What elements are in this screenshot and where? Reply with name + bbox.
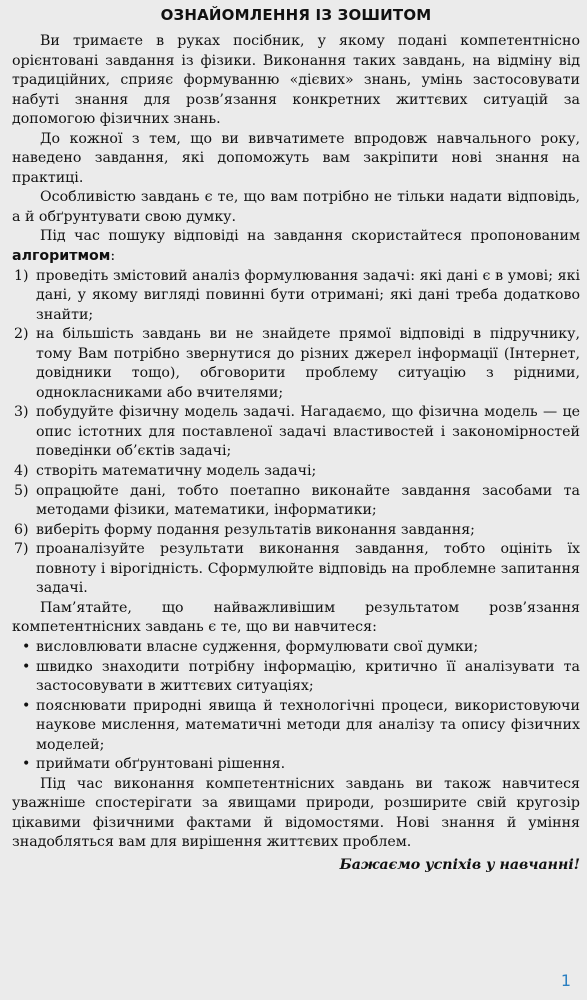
skill-text: швидко знаходити потрібну інформацію, критично її аналізувати та застосовувати в життєвих ситуаціях; [36, 658, 580, 695]
step-text: проведіть змістовий аналіз формулювання задачі: які дані є в умові; які дані, у якому вигляді повинні бути отримані; які дані треба додатково знайти; [36, 267, 580, 323]
intro-paragraph-2: До кожної з тем, що ви вивчатимете впродовж навчального року, наведено завдання, які допоможуть вам закріпити нові знання на практиці. [12, 130, 580, 186]
remember-paragraph: Пам’ятайте, що найважливішим результатом розв’язання компетентнісних завдань є те, що ви навчитеся: [12, 599, 580, 636]
step-text: виберіть форму подання результатів виконання завдання; [36, 521, 475, 538]
step-text: проаналізуйте результати виконання завдання, тобто оцініть їх повноту і вірогідність. Сформулюйте відповідь на проблемне запитання задачі. [36, 541, 580, 597]
step-number: 6) [14, 521, 29, 538]
algorithm-step [12, 521, 580, 541]
algorithm-intro [12, 227, 580, 266]
body-text [12, 32, 580, 853]
bullet-icon: • [22, 697, 31, 714]
algorithm-steps [12, 267, 580, 599]
skills-list-item [12, 638, 580, 658]
step-text: опрацюйте дані, тобто поетапно виконайте завдання засобами та методами фізики, математики, інформатики; [36, 482, 580, 519]
step-text: побудуйте фізичну модель задачі. Нагадаємо, що фізична модель — це опис істотних для поставленої задачі властивостей і закономірностей поведінки об’єктів задачі; [36, 404, 580, 460]
bullet-icon: • [22, 638, 31, 655]
page-content [12, 6, 580, 873]
skills-list-item [12, 658, 580, 697]
step-number: 3) [14, 404, 29, 421]
step-text: на більшість завдань ви не знайдете прямої відповіді в підручнику, тому Вам потрібно звернутися до різних джерел інформації (Інтернет, довідники тощо), обговорити проблему ситуацію з рідними, однокласниками або вчителями; [36, 326, 580, 401]
skills-list-item [12, 697, 580, 756]
skill-text: пояснювати природні явища й технологічні процеси, використовуючи наукове мислення, математичні методи для аналізу та опису фізичних моделей; [36, 697, 580, 753]
algorithm-step [12, 462, 580, 482]
step-number: 1) [14, 267, 29, 284]
page-title: ОЗНАЙОМЛЕННЯ ІЗ ЗОШИТОМ [160, 6, 432, 24]
algorithm-intro-text: Під час пошуку відповіді на завдання скористайтеся пропонованим [40, 228, 580, 245]
algorithm-step [12, 325, 580, 403]
step-number: 5) [14, 482, 29, 499]
algorithm-step [12, 267, 580, 326]
closing-wish: Бажаємо успіхів у навчанні! [339, 856, 580, 873]
page-number: 1 [560, 971, 571, 990]
skills-list-item [12, 755, 580, 775]
algorithm-step [12, 540, 580, 599]
skill-text: приймати обґрунтовані рішення. [36, 756, 286, 773]
step-number: 4) [14, 463, 29, 480]
step-text: створіть математичну модель задачі; [36, 463, 317, 480]
step-number: 7) [14, 541, 29, 558]
algorithm-step [12, 482, 580, 521]
intro-paragraph-3: Особливістю завдань є те, що вам потрібно не тільки надати відповідь, а й обґрунтувати свою думку. [12, 189, 580, 225]
algorithm-step [12, 403, 580, 462]
intro-paragraph-1: Ви тримаєте в руках посібник, у якому подані компетентнісно орієнтовані завдання із фізики. Виконання таких завдань, на відміну від традиційних, сприяє формуванню «дієвих» знань, умінь застосовувати набуті знання для розв’язання конкретних життєвих ситуацій за допомогою фізичних знань. [12, 33, 580, 128]
skills-list [12, 638, 580, 775]
final-paragraph: Під час виконання компетентнісних завдань ви також навчитеся уважніше спостерігати за явищами природи, розширите свій кругозір цікавими фізичними фактами й відомостями. Нові знання й уміння знадобляться вам для вирішення життєвих проблем. [12, 775, 580, 851]
bullet-icon: • [22, 756, 31, 773]
bullet-icon: • [22, 658, 31, 675]
step-number: 2) [14, 326, 29, 343]
algorithm-term: алгоритмом [12, 248, 111, 265]
skill-text: висловлювати власне судження, формулювати свої думки; [36, 638, 479, 655]
algorithm-intro-colon: : [110, 248, 116, 265]
